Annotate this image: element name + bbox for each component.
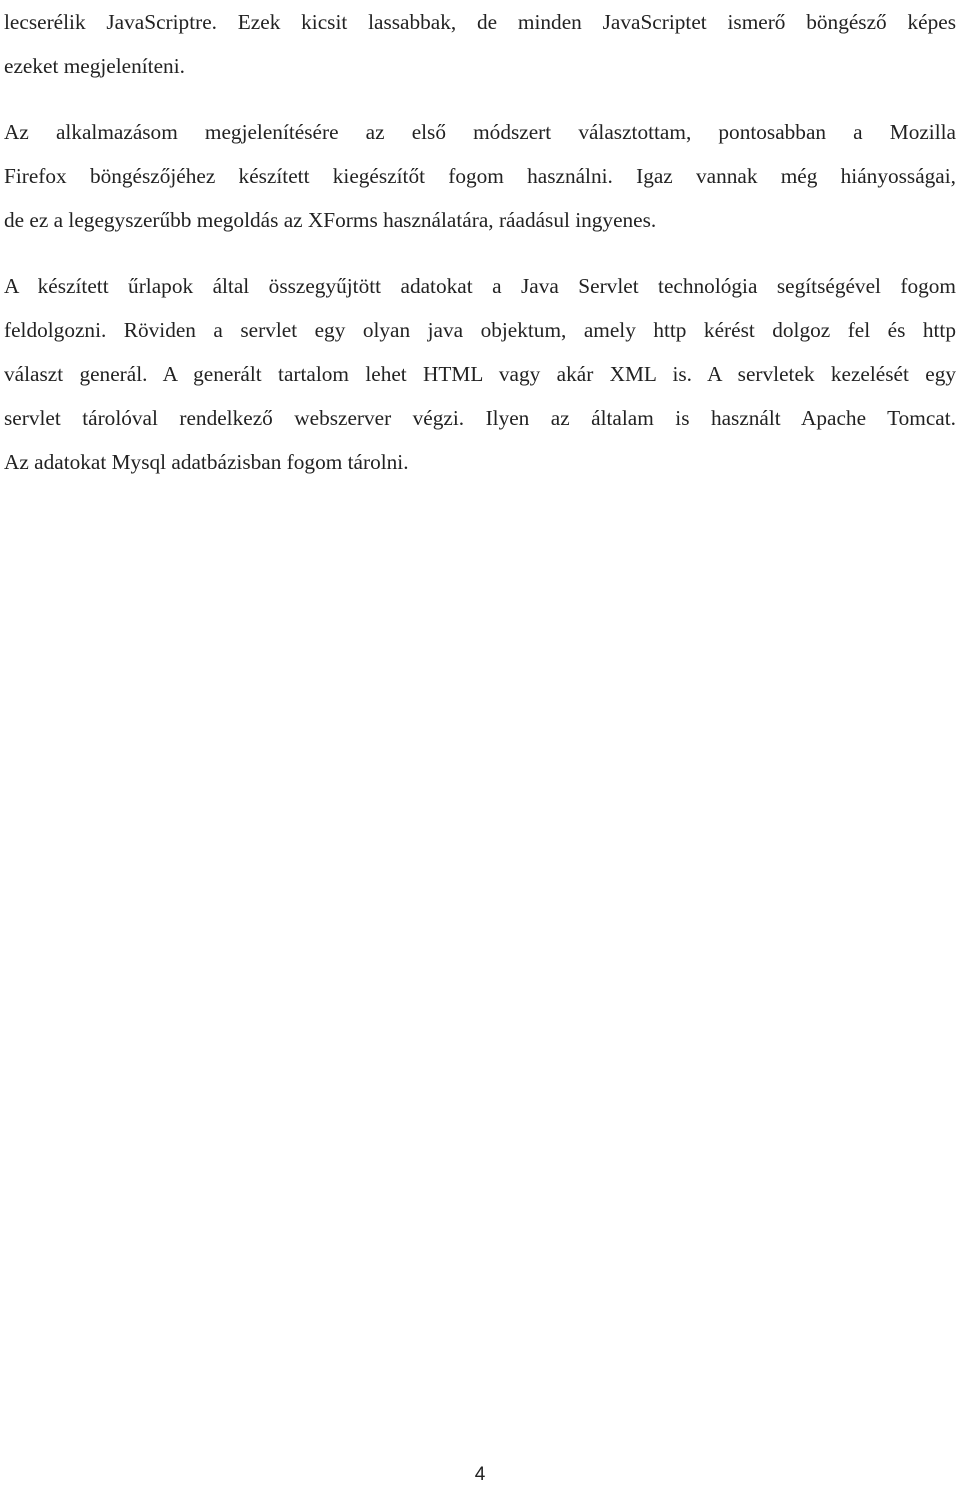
- page-number: 4: [474, 1464, 486, 1485]
- paragraph-line: servlet tárolóval rendelkező webszerver végzi. Ilyen az általam is használt Apache Tomcat.: [4, 406, 956, 430]
- paragraph-line: ezeket megjeleníteni.: [4, 54, 185, 78]
- paragraph-line: feldolgozni. Röviden a servlet egy olyan java objektum, amely http kérést dolgoz fel és http: [4, 318, 956, 342]
- paragraph-line: Az alkalmazásom megjelenítésére az első módszert választottam, pontosabban a Mozilla: [4, 120, 956, 144]
- paragraph-line: de ez a legegyszerűbb megoldás az XForms használatára, ráadásul ingyenes.: [4, 208, 657, 232]
- paragraph-line: Firefox böngészőjéhez készített kiegészítőt fogom használni. Igaz vannak még hiányosságai,: [4, 164, 956, 188]
- paragraph-line: lecserélik JavaScriptre. Ezek kicsit lassabbak, de minden JavaScriptet ismerő böngésző képes: [4, 10, 956, 34]
- paragraph-1: [4, 0, 956, 88]
- paragraph-line: választ generál. A generált tartalom lehet HTML vagy akár XML is. A servletek kezelését egy: [4, 362, 956, 386]
- paragraph-spacing: [4, 88, 956, 110]
- paragraph-line: Az adatokat Mysql adatbázisban fogom tárolni.: [4, 450, 409, 474]
- paragraph-2: [4, 110, 956, 242]
- paragraph-3: [4, 264, 956, 484]
- body-text: [4, 0, 956, 484]
- paragraph-spacing: [4, 242, 956, 264]
- paragraph-line: A készített űrlapok által összegyűjtött adatokat a Java Servlet technológia segítségével fogom: [4, 274, 956, 298]
